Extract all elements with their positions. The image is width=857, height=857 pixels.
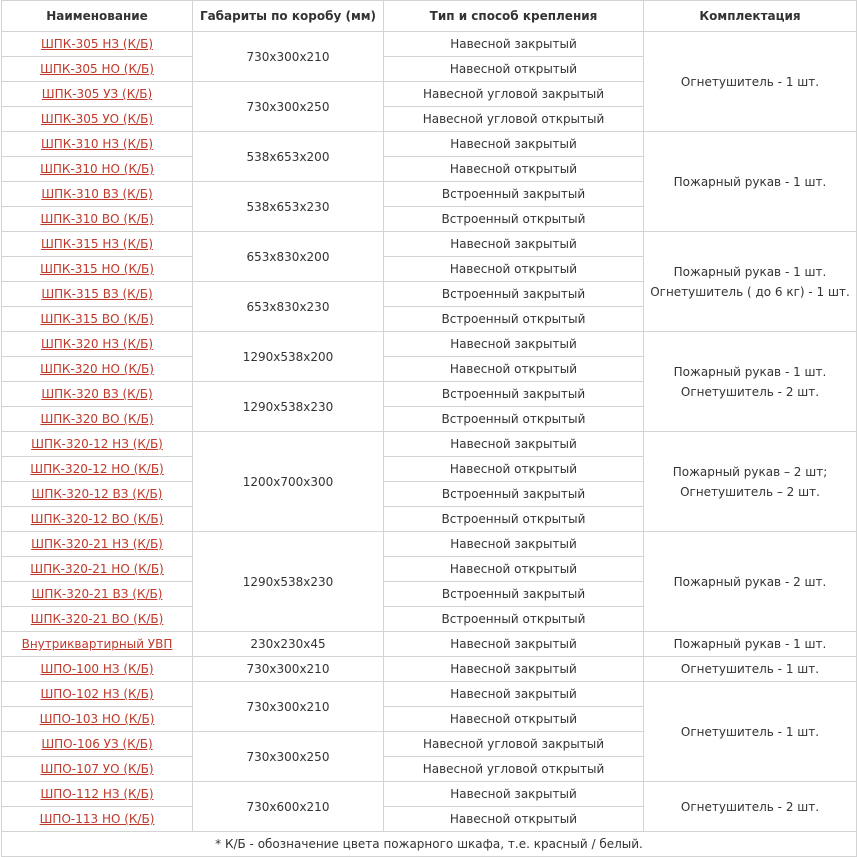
table-row: [2, 682, 857, 707]
mount-type-cell: Навесной открытый: [384, 357, 644, 382]
dimensions-cell: 230x230x45: [193, 632, 384, 657]
name-cell: [2, 457, 193, 482]
product-link[interactable]: ШПК-320-21 НО (К/Б): [30, 562, 164, 576]
product-link[interactable]: ШПК-315 НЗ (К/Б): [40, 237, 154, 251]
name-cell: [2, 657, 193, 682]
equipment-line: Пожарный рукав - 2 шт.: [673, 574, 827, 589]
mount-type-cell: Встроенный закрытый: [384, 382, 644, 407]
product-link[interactable]: ШПК-320-12 ВО (К/Б): [30, 512, 164, 526]
header-name: Наименование: [2, 1, 193, 32]
product-link[interactable]: ШПК-320 ВЗ (К/Б): [41, 387, 153, 401]
product-link[interactable]: ШПК-320 ВО (К/Б): [40, 412, 154, 426]
product-link[interactable]: ШПК-320-12 НО (К/Б): [30, 462, 164, 476]
product-link[interactable]: ШПК-320 НЗ (К/Б): [40, 337, 154, 351]
equipment-line: Огнетушитель - 2 шт.: [680, 799, 820, 814]
name-cell: [2, 632, 193, 657]
dimensions-cell: 730x300x210: [193, 657, 384, 682]
header-equipment: Комплектация: [644, 1, 857, 32]
name-cell: [2, 332, 193, 357]
dimensions-cell: 653x830x230: [193, 282, 384, 332]
equipment-cell: [644, 32, 857, 132]
name-cell: [2, 707, 193, 732]
equipment-cell: [644, 132, 857, 232]
equipment-cell: [644, 657, 857, 682]
table-body: [2, 32, 857, 832]
mount-type-cell: Встроенный открытый: [384, 607, 644, 632]
table-header-row: [2, 1, 857, 32]
product-link[interactable]: ШПК-320 НО (К/Б): [40, 362, 154, 376]
equipment-cell: [644, 232, 857, 332]
name-cell: [2, 382, 193, 407]
name-cell: [2, 407, 193, 432]
equipment-cell: [644, 632, 857, 657]
name-cell: [2, 357, 193, 382]
product-link[interactable]: ШПК-320-21 НЗ (К/Б): [31, 537, 163, 551]
table-row: [2, 432, 857, 457]
mount-type-cell: Встроенный закрытый: [384, 482, 644, 507]
mount-type-cell: Навесной открытый: [384, 57, 644, 82]
mount-type-cell: Навесной открытый: [384, 807, 644, 832]
mount-type-cell: Навесной закрытый: [384, 532, 644, 557]
dimensions-cell: 653x830x200: [193, 232, 384, 282]
name-cell: [2, 807, 193, 832]
mount-type-cell: Навесной угловой закрытый: [384, 732, 644, 757]
equipment-line: Огнетушитель - 1 шт.: [680, 74, 820, 89]
table-row: [2, 32, 857, 57]
product-link[interactable]: ШПК-305 НЗ (К/Б): [40, 37, 154, 51]
name-cell: [2, 282, 193, 307]
dimensions-cell: 538x653x230: [193, 182, 384, 232]
table-row: [2, 782, 857, 807]
name-cell: [2, 132, 193, 157]
mount-type-cell: Навесной открытый: [384, 157, 644, 182]
equipment-line: Огнетушитель ( до 6 кг) - 1 шт.: [650, 284, 850, 299]
name-cell: [2, 307, 193, 332]
mount-type-cell: Навесной угловой закрытый: [384, 82, 644, 107]
dimensions-cell: 1290x538x200: [193, 332, 384, 382]
mount-type-cell: Навесной открытый: [384, 457, 644, 482]
equipment-line: Огнетушитель - 2 шт.: [680, 384, 820, 399]
mount-type-cell: Навесной закрытый: [384, 682, 644, 707]
product-link[interactable]: ШПО-106 УЗ (К/Б): [41, 737, 153, 751]
name-cell: [2, 107, 193, 132]
name-cell: [2, 757, 193, 782]
name-cell: [2, 782, 193, 807]
mount-type-cell: Навесной закрытый: [384, 657, 644, 682]
mount-type-cell: Навесной закрытый: [384, 32, 644, 57]
mount-type-cell: Навесной открытый: [384, 557, 644, 582]
mount-type-cell: Навесной закрытый: [384, 232, 644, 257]
product-link[interactable]: ШПК-320-12 НЗ (К/Б): [31, 437, 163, 451]
equipment-line: Пожарный рукав - 1 шт.: [673, 364, 827, 379]
mount-type-cell: Встроенный закрытый: [384, 282, 644, 307]
mount-type-cell: Навесной закрытый: [384, 332, 644, 357]
name-cell: [2, 432, 193, 457]
product-link[interactable]: Внутриквартирный УВП: [21, 637, 173, 651]
equipment-cell: [644, 332, 857, 432]
dimensions-cell: 730x300x210: [193, 682, 384, 732]
table-row: [2, 132, 857, 157]
name-cell: [2, 32, 193, 57]
mount-type-cell: Встроенный открытый: [384, 407, 644, 432]
table-row: [2, 332, 857, 357]
dimensions-cell: 1290x538x230: [193, 532, 384, 632]
equipment-cell: [644, 782, 857, 832]
mount-type-cell: Навесной закрытый: [384, 782, 644, 807]
mount-type-cell: Встроенный открытый: [384, 307, 644, 332]
product-link[interactable]: ШПК-310 НО (К/Б): [40, 162, 154, 176]
product-link[interactable]: ШПК-305 НО (К/Б): [40, 62, 154, 76]
name-cell: [2, 82, 193, 107]
mount-type-cell: Навесной закрытый: [384, 432, 644, 457]
footnote-row: [2, 832, 857, 857]
name-cell: [2, 232, 193, 257]
product-link[interactable]: ШПО-112 НЗ (К/Б): [40, 787, 154, 801]
name-cell: [2, 182, 193, 207]
mount-type-cell: Навесной открытый: [384, 257, 644, 282]
product-link[interactable]: ШПК-320-12 ВЗ (К/Б): [31, 487, 163, 501]
table-row: [2, 532, 857, 557]
mount-type-cell: Навесной угловой открытый: [384, 107, 644, 132]
name-cell: [2, 557, 193, 582]
dimensions-cell: 538x653x200: [193, 132, 384, 182]
mount-type-cell: Навесной угловой открытый: [384, 757, 644, 782]
equipment-line: Пожарный рукав - 1 шт.: [673, 264, 827, 279]
product-link[interactable]: ШПК-315 ВЗ (К/Б): [41, 287, 153, 301]
name-cell: [2, 732, 193, 757]
dimensions-cell: 730x300x250: [193, 82, 384, 132]
table-row: [2, 632, 857, 657]
name-cell: [2, 582, 193, 607]
dimensions-cell: 730x300x250: [193, 732, 384, 782]
table-row: [2, 657, 857, 682]
product-link[interactable]: ШПО-102 НЗ (К/Б): [40, 687, 154, 701]
mount-type-cell: Навесной закрытый: [384, 132, 644, 157]
dimensions-cell: 730x300x210: [193, 32, 384, 82]
mount-type-cell: Встроенный закрытый: [384, 182, 644, 207]
footnote: * К/Б - обозначение цвета пожарного шкафа, т.е. красный / белый.: [2, 832, 857, 857]
name-cell: [2, 157, 193, 182]
equipment-line: Пожарный рукав - 1 шт.: [673, 174, 827, 189]
product-link[interactable]: ШПК-320-21 ВО (К/Б): [30, 612, 164, 626]
name-cell: [2, 482, 193, 507]
table-row: [2, 232, 857, 257]
mount-type-cell: Встроенный открытый: [384, 507, 644, 532]
equipment-line: Огнетушитель - 1 шт.: [680, 662, 820, 676]
product-link[interactable]: ШПК-310 ВЗ (К/Б): [41, 187, 153, 201]
product-link[interactable]: ШПК-315 НО (К/Б): [40, 262, 154, 276]
product-link[interactable]: ШПК-310 НЗ (К/Б): [40, 137, 154, 151]
dimensions-cell: 1290x538x230: [193, 382, 384, 432]
product-table: [1, 0, 857, 857]
mount-type-cell: Навесной открытый: [384, 707, 644, 732]
product-link[interactable]: ШПО-113 НО (К/Б): [39, 812, 155, 826]
product-link[interactable]: ШПК-305 УО (К/Б): [40, 112, 154, 126]
product-link[interactable]: ШПК-315 ВО (К/Б): [40, 312, 154, 326]
mount-type-cell: Навесной закрытый: [384, 632, 644, 657]
equipment-line: Пожарный рукав – 2 шт;: [672, 464, 828, 479]
product-link[interactable]: ШПК-305 УЗ (К/Б): [41, 87, 153, 101]
name-cell: [2, 207, 193, 232]
equipment-line: Огнетушитель – 2 шт.: [680, 484, 820, 499]
product-link[interactable]: ШПО-103 НО (К/Б): [39, 712, 155, 726]
product-link[interactable]: ШПО-107 УО (К/Б): [40, 762, 154, 776]
equipment-line: Огнетушитель - 1 шт.: [680, 724, 820, 739]
equipment-cell: [644, 682, 857, 782]
mount-type-cell: Встроенный закрытый: [384, 582, 644, 607]
dimensions-cell: 1200x700x300: [193, 432, 384, 532]
name-cell: [2, 532, 193, 557]
name-cell: [2, 507, 193, 532]
equipment-cell: [644, 532, 857, 632]
header-dimensions: Габариты по коробу (мм): [193, 1, 384, 32]
product-link[interactable]: ШПК-310 ВО (К/Б): [40, 212, 154, 226]
header-mount-type: Тип и способ крепления: [384, 1, 644, 32]
dimensions-cell: 730x600x210: [193, 782, 384, 832]
mount-type-cell: Встроенный открытый: [384, 207, 644, 232]
equipment-cell: [644, 432, 857, 532]
name-cell: [2, 607, 193, 632]
equipment-line: Пожарный рукав - 1 шт.: [673, 637, 827, 651]
product-link[interactable]: ШПК-320-21 ВЗ (К/Б): [31, 587, 163, 601]
name-cell: [2, 57, 193, 82]
name-cell: [2, 682, 193, 707]
name-cell: [2, 257, 193, 282]
product-link[interactable]: ШПО-100 НЗ (К/Б): [40, 662, 154, 676]
